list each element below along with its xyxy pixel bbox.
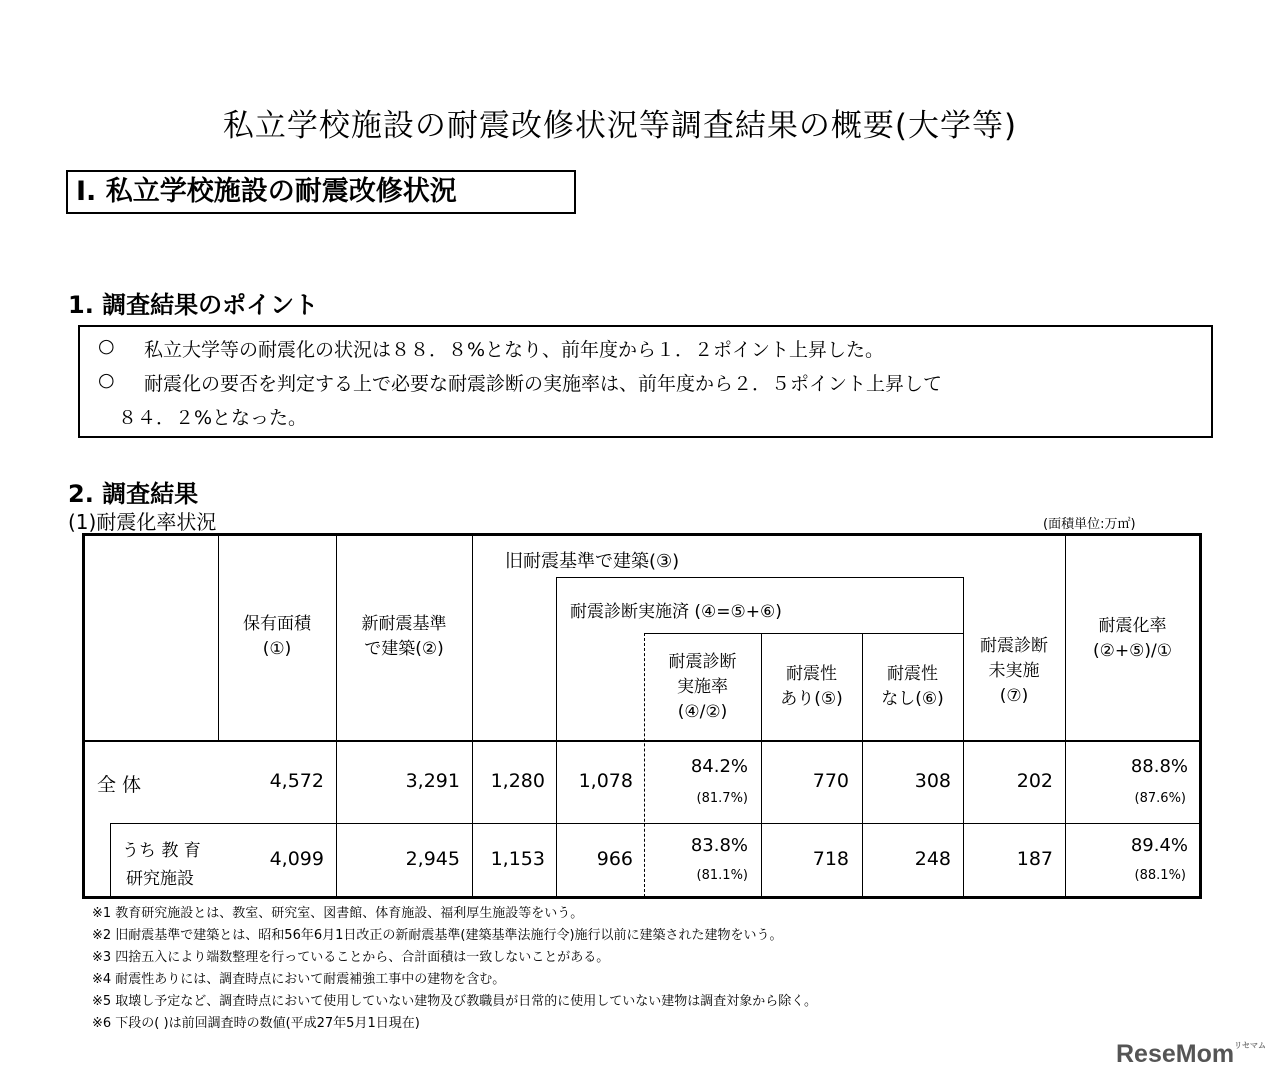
grid-line xyxy=(644,633,964,634)
point-bullet: ○ xyxy=(98,335,115,357)
footnote: ※4 耐震性ありには、調査時点において耐震補強工事中の建物を含む。 xyxy=(92,972,506,987)
footnote: ※3 四捨五入により端数整理を行っていることから、合計面積は一致しないことがある。 xyxy=(92,950,610,965)
cell-new: 3,291 xyxy=(405,770,460,792)
cell-new: 2,945 xyxy=(405,848,460,870)
point-bullet: ○ xyxy=(98,369,115,391)
header-new-standard: 新耐震基準 で建築(②) xyxy=(361,614,447,659)
cell-area: 4,572 xyxy=(269,770,324,792)
cell-seismic-ratio-prev: (87.6%) xyxy=(1134,791,1186,806)
cell-diagnosis-rate-prev: (81.7%) xyxy=(696,791,748,806)
cell-old: 1,153 xyxy=(490,848,545,870)
footnote: ※6 下段の( )は前回調査時の数値(平成27年5月1日現在) xyxy=(92,1016,420,1031)
cell-diagnosed: 966 xyxy=(596,848,633,870)
row-label: 全 体 xyxy=(97,774,142,796)
footnote: ※1 教育研究施設とは、教室、研究室、図書館、体育施設、福利厚生施設等をいう。 xyxy=(92,906,584,921)
footnote: ※5 取壊し予定など、調査時点において使用していない建物及び教職員が日常的に使用していない建物は調査対象から除く。 xyxy=(92,994,818,1009)
page-title: 私立学校施設の耐震改修状況等調査結果の概要(大学等) xyxy=(222,108,1018,144)
cell-seismic-ratio: 89.4% xyxy=(1130,835,1188,856)
points-heading: 1. 調査結果のポイント xyxy=(68,291,319,319)
cell-not-diagnosed: 202 xyxy=(1016,770,1053,792)
cell-diagnosis-rate: 83.8% xyxy=(690,835,748,856)
point-text-continued: ８４．２%となった。 xyxy=(118,407,308,429)
grid-line xyxy=(336,535,337,897)
cell-seismic-yes: 718 xyxy=(812,848,849,870)
header-seismic-no: 耐震性 なし(⑥) xyxy=(881,664,944,709)
row-label: うち 教 育 xyxy=(122,841,201,861)
cell-area: 4,099 xyxy=(269,848,324,870)
header-diagnosis-done: 耐震診断実施済 (④=⑤+⑥) xyxy=(570,602,782,622)
results-subheading: (1)耐震化率状況 xyxy=(68,510,217,534)
header-diagnosis-rate: 耐震診断 実施率 (④/②) xyxy=(668,652,737,722)
grid-line xyxy=(556,577,964,578)
header-area: 保有面積 (①) xyxy=(243,614,311,659)
grid-line xyxy=(110,823,1200,824)
cell-diagnosis-rate: 84.2% xyxy=(690,756,748,777)
cell-not-diagnosed: 187 xyxy=(1016,848,1053,870)
header-seismic-yes: 耐震性 あり(⑤) xyxy=(780,664,843,709)
resemom-logo: ReseMom$^{リセマム}$ xyxy=(1115,1040,1266,1068)
grid-line xyxy=(84,740,1200,742)
unit-label: (面積単位:万㎡) xyxy=(1043,517,1136,532)
point-text: 耐震化の要否を判定する上で必要な耐震診断の実施率は、前年度から２．５ポイント上昇して xyxy=(144,373,943,395)
cell-diagnosis-rate-prev: (81.1%) xyxy=(696,868,748,883)
results-heading: 2. 調査結果 xyxy=(68,480,199,508)
header-seismic-ratio: 耐震化率 (②+⑤)/① xyxy=(1093,616,1172,661)
data-table xyxy=(82,533,1202,899)
point-text: 私立大学等の耐震化の状況は８８．８%となり、前年度から１．２ポイント上昇した。 xyxy=(144,339,885,361)
row-label: 研究施設 xyxy=(126,869,194,889)
cell-diagnosed: 1,078 xyxy=(578,770,633,792)
footnote: ※2 旧耐震基準で建築とは、昭和56年6月1日改正の新耐震基準(建築基準法施行令)施行以前に建築された建物をいう。 xyxy=(92,928,783,943)
grid-line xyxy=(472,535,473,897)
section-heading: Ⅰ. 私立学校施設の耐震改修状況 xyxy=(66,170,576,214)
cell-seismic-yes: 770 xyxy=(812,770,849,792)
cell-seismic-no: 248 xyxy=(914,848,951,870)
grid-line xyxy=(110,823,111,897)
header-not-diagnosed: 耐震診断 未実施 (⑦) xyxy=(980,636,1048,706)
cell-seismic-ratio-prev: (88.1%) xyxy=(1134,868,1186,883)
cell-old: 1,280 xyxy=(490,770,545,792)
cell-seismic-ratio: 88.8% xyxy=(1130,756,1188,777)
header-old-standard: 旧耐震基準で建築(③) xyxy=(505,551,680,572)
footnotes xyxy=(92,903,817,1035)
cell-seismic-no: 308 xyxy=(914,770,951,792)
